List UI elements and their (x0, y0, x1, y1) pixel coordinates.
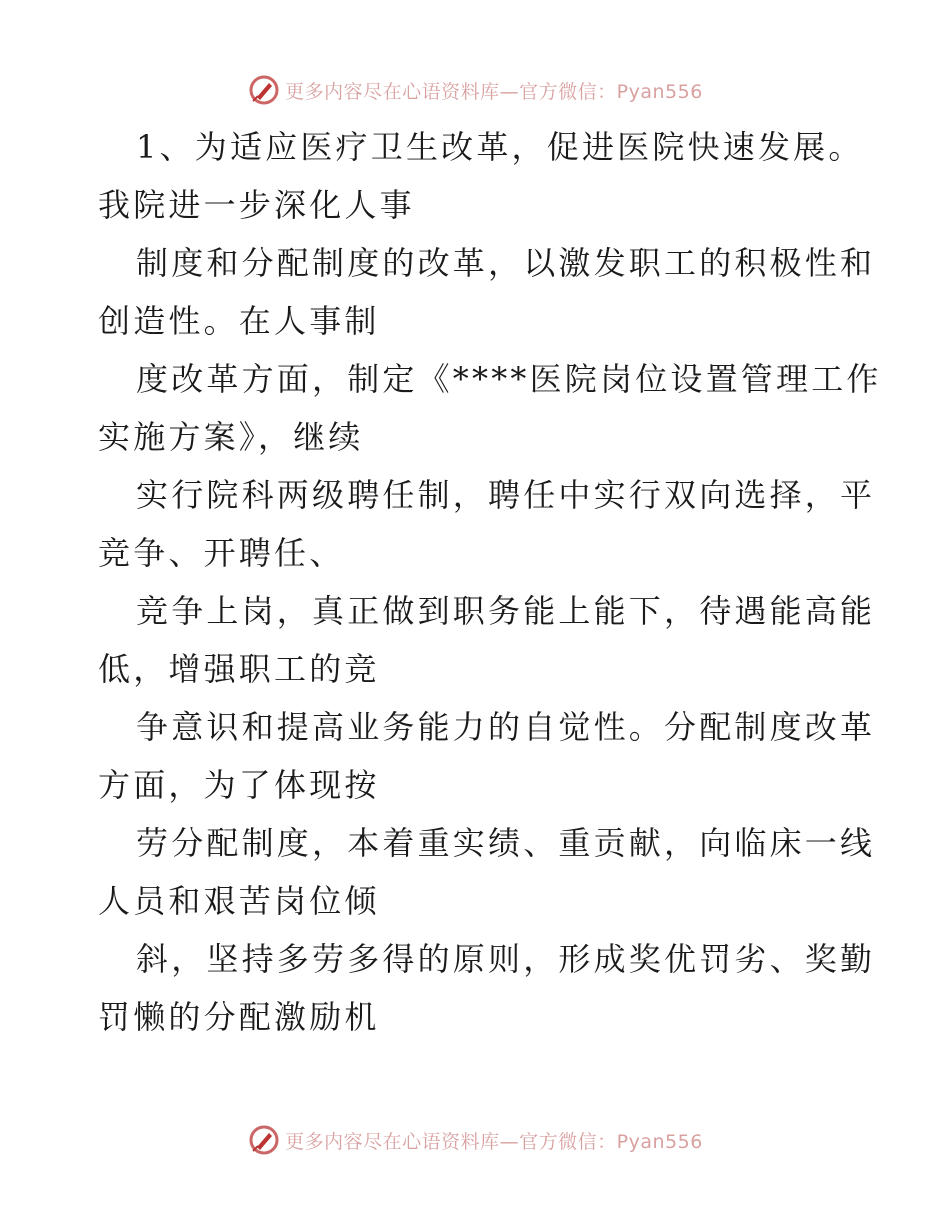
paragraph-line: 制度和分配制度的改革，以激发职工的积极性和 (136, 244, 876, 282)
document-body (98, 118, 882, 1046)
paragraph (98, 118, 864, 234)
paragraph (98, 814, 876, 930)
paragraph (98, 930, 876, 1046)
paragraph-line: 竞争上岗，真正做到职务能上能下，待遇能高能 (136, 592, 876, 630)
paragraph-line: 创造性。在人事制 (98, 302, 380, 340)
footer-watermark (0, 1120, 950, 1160)
paragraph-line: 度改革方面，制定《****医院岗位设置管理工作 (136, 360, 882, 398)
paragraph-line: 低，增强职工的竞 (98, 650, 380, 688)
paragraph (98, 350, 882, 466)
paragraph-line: 实行院科两级聘任制，聘任中实行双向选择，平 (136, 476, 876, 514)
paragraph (98, 582, 876, 698)
paragraph-line: 竞争、开聘任、 (98, 534, 345, 572)
paragraph-line: 我院进一步深化人事 (98, 186, 415, 224)
watermark-text: 更多内容尽在心语资料库—官方微信：Pyan556 (285, 1130, 703, 1153)
paragraph (98, 698, 876, 814)
header-watermark (0, 70, 950, 110)
paragraph-line: 人员和艰苦岗位倾 (98, 882, 380, 920)
pen-logo-icon (247, 1123, 281, 1157)
paragraph (98, 466, 876, 582)
paragraph-line: 争意识和提高业务能力的自觉性。分配制度改革 (136, 708, 876, 746)
pen-logo-icon (247, 73, 281, 107)
paragraph (98, 234, 876, 350)
paragraph-line: 1、为适应医疗卫生改革，促进医院快速发展。 (136, 128, 864, 166)
paragraph-line: 方面，为了体现按 (98, 766, 380, 804)
watermark-text: 更多内容尽在心语资料库—官方微信：Pyan556 (285, 80, 703, 103)
paragraph-line: 劳分配制度，本着重实绩、重贡献，向临床一线 (136, 824, 876, 862)
paragraph-line: 实施方案》，继续 (98, 418, 364, 456)
paragraph-line: 罚懒的分配激励机 (98, 998, 380, 1036)
paragraph-line: 斜，坚持多劳多得的原则，形成奖优罚劣、奖勤 (136, 940, 876, 978)
